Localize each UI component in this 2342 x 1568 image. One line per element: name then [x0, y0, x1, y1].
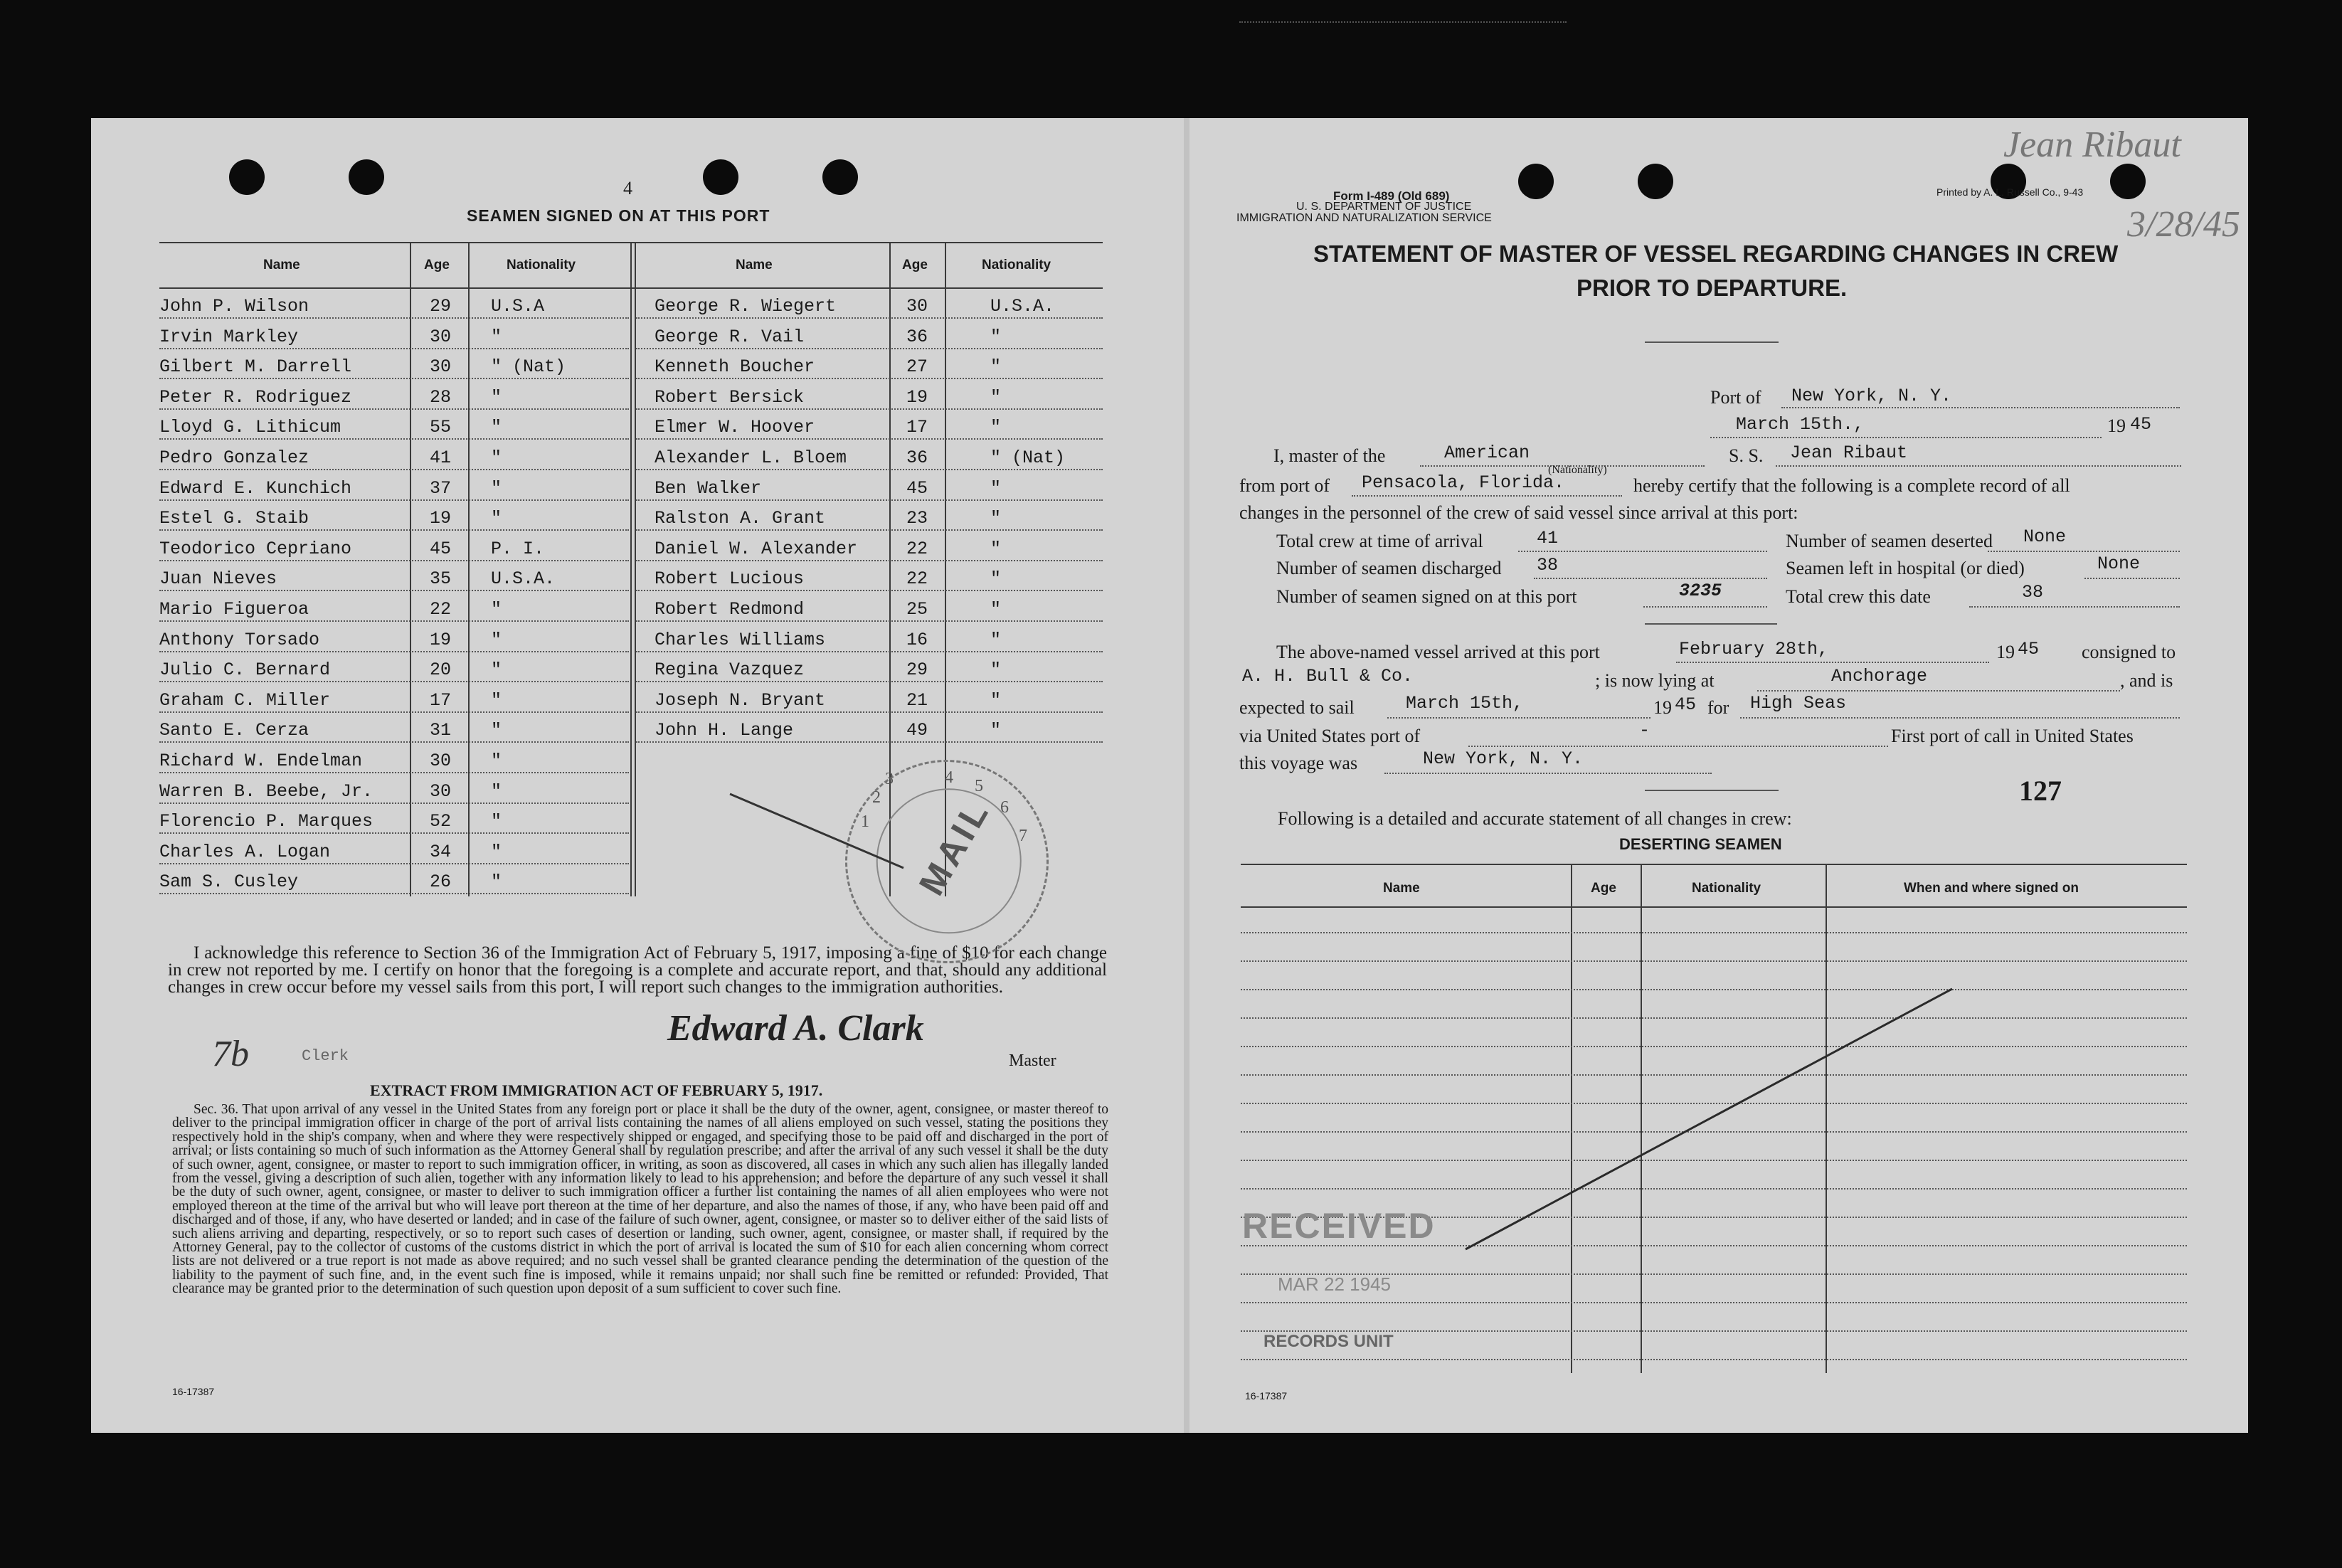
- crew-age: 30: [430, 326, 452, 347]
- crew-age: 29: [430, 296, 452, 317]
- crew-nationality: " (Nat): [990, 447, 1066, 468]
- total-crew-arrival-label: Total crew at time of arrival: [1276, 531, 1483, 551]
- crew-nationality: ": [491, 872, 502, 893]
- deserting-col-nationality: Nationality: [1692, 881, 1761, 896]
- crew-age: 31: [430, 720, 452, 741]
- crew-nationality: ": [491, 477, 502, 499]
- from-port-label: from port of: [1239, 475, 1330, 496]
- punch-hole: [349, 159, 384, 195]
- crew-name: Juan Nieves: [159, 568, 277, 590]
- crew-name: Lloyd G. Lithicum: [159, 417, 341, 438]
- deserted-value: None: [2023, 526, 2067, 547]
- row-line: [159, 772, 629, 773]
- crew-nationality: ": [990, 538, 1002, 559]
- crew-name: Santo E. Cerza: [159, 720, 309, 741]
- punch-hole: [1638, 164, 1673, 199]
- crew-nationality: ": [990, 568, 1002, 590]
- crew-nationality: ": [491, 508, 502, 529]
- row-line: [636, 469, 1103, 470]
- sail-value: March 15th,: [1406, 693, 1524, 714]
- col-header-name: Name: [263, 258, 300, 272]
- department: U. S. DEPARTMENT OF JUSTICE: [1296, 201, 1472, 213]
- and-is-label: , and is: [2120, 670, 2173, 691]
- lying-label: ; is now lying at: [1595, 670, 1715, 691]
- stamp-digit: 7: [1019, 827, 1027, 845]
- stamp-digit: 3: [885, 770, 894, 788]
- row-line: [636, 317, 1103, 319]
- crew-age: 52: [430, 811, 452, 832]
- page-spine: [1184, 118, 1189, 1433]
- crew-age: 19: [906, 386, 928, 408]
- crew-age: 19: [430, 508, 452, 529]
- crew-age: 34: [430, 841, 452, 862]
- crew-nationality: ": [990, 599, 1002, 620]
- row-line: [159, 348, 629, 349]
- following-text: Following is a detailed and accurate statement of all changes in crew:: [1278, 808, 1792, 829]
- consignee-value: A. H. Bull & Co.: [1242, 666, 1414, 687]
- crew-age: 36: [906, 326, 928, 347]
- hospital-value: None: [2097, 553, 2141, 574]
- crew-name: George R. Wiegert: [655, 296, 837, 317]
- crew-age: 28: [430, 386, 452, 408]
- row-line: [159, 893, 629, 894]
- crew-name: George R. Vail: [655, 326, 805, 347]
- certify-text-2: changes in the personnel of the crew of said vessel since arrival at this port:: [1239, 502, 1798, 523]
- clerk-initials: 7b: [212, 1034, 249, 1074]
- acknowledgement-text: I acknowledge this reference to Section 36 of the Immigration Act of February 5, 1917, imposing a fine of $10 for each change in crew not reported by me. I certify on honor that the foregoing is a complete and accurate report, and that, should any additional changes in crew occur before my vessel sails from this port, I will report such changes to the immigration authorities.: [168, 943, 1107, 997]
- row-line: [159, 863, 629, 864]
- row-line: [636, 681, 1103, 682]
- handwritten-date: 3/28/45: [2127, 204, 2240, 245]
- master-signature: Edward A. Clark: [667, 1008, 924, 1049]
- crew-age: 22: [906, 538, 928, 559]
- stamp-digit: 1: [861, 812, 869, 831]
- page-title-1: STATEMENT OF MASTER OF VESSEL REGARDING CHANGES IN CREW: [1313, 240, 2119, 267]
- crew-nationality: U.S.A: [491, 296, 545, 317]
- crew-name: Estel G. Staib: [159, 508, 309, 529]
- crew-name: Edward E. Kunchich: [159, 477, 352, 499]
- crew-age: 22: [906, 568, 928, 590]
- punch-hole: [822, 159, 858, 195]
- crew-name: Julio C. Bernard: [159, 659, 331, 681]
- punch-hole: [703, 159, 738, 195]
- total-crew-arrival-value: 41: [1537, 528, 1559, 549]
- row-line: [159, 802, 629, 804]
- page-number-127: 127: [2019, 775, 2062, 807]
- crew-age: 19: [430, 629, 452, 650]
- crew-nationality: U.S.A.: [990, 296, 1055, 317]
- destination-value: High Seas: [1750, 693, 1847, 714]
- port-label: Port of: [1710, 387, 1761, 408]
- crew-nationality: ": [491, 659, 502, 681]
- crew-name: Joseph N. Bryant: [655, 689, 826, 711]
- crew-age: 17: [430, 689, 452, 711]
- row-line: [159, 378, 629, 379]
- arrived-year-prefix: 19: [1996, 642, 2015, 662]
- crew-age: 16: [906, 629, 928, 650]
- crew-age: 35: [430, 568, 452, 590]
- row-line: [636, 438, 1103, 440]
- extract-text: Sec. 36. That upon arrival of any vessel in the United States from any foreign port or place it shall be the duty of the owner, agent, consignee, or master thereof to deliver to the principal immigration officer in charge of the port of arrival lists containing the names of all aliens employed on such vessel, stating the positions they respectively hold in the ship's company, when and where they were respectively shipped or engaged, and specifying those to be paid off and discharged in the port of arrival; or lists containing so much of such information as the Attorney General shall by regulation prescribe; and after the arrival of any such vessel it shall be the duty of such owner, agent, consignee, or master to report to such immigration officer, in writing, as soon as discovered, all cases in which any such alien has illegally landed from the vessel, giving a description of such alien, together with any information likely to lead to his apprehension; and before the departure of any such vessel it shall be the duty of such owner, agent, consignee, or master to deliver to such immigration officer a further list containing the names of all alien employees who were not employed thereon at the time of the arrival but who will leave port thereon at the time of her departure, and also the names of those, if any, who have been paid off and discharged and of those, if any, who have deserted or landed; and in case of the failure of such owner, agent, consignee, or master so to deliver either of the said lists of such aliens arriving and departing, respectively, or so to report such cases of desertion or landing, such owner, agent, consignee, or master shall, if required by the Attorney General, pay to the collector of customs of the customs district in which the port of arrival is located the sum of $10 for each alien concerning whom correct lists are not delivered or a true report is not made as above required; and no such vessel shall be granted clearance pending the determination of the question of the liability to the payment of such fine, and, in the event such fine is imposed, while it remains unpaid; nor shall such fine be remitted or refunded: Provided, That clearance may be granted prior to the determination of such question upon deposit of a sum sufficient to cover such fine.: [172, 1102, 1108, 1297]
- punch-hole: [229, 159, 265, 195]
- crew-age: 23: [906, 508, 928, 529]
- deserting-col-age: Age: [1591, 881, 1616, 896]
- crew-age: 27: [906, 356, 928, 378]
- signed-on-label: Number of seamen signed on at this port: [1276, 586, 1577, 607]
- handwritten-vessel-name: Jean Ribaut: [2003, 125, 2181, 165]
- punch-hole: [2110, 164, 2146, 199]
- crew-name: Teodorico Cepriano: [159, 538, 352, 559]
- row-line: [636, 741, 1103, 743]
- from-port-value: Pensacola, Florida.: [1362, 472, 1565, 493]
- crew-age: 36: [906, 447, 928, 468]
- crew-name: Anthony Torsado: [159, 629, 320, 650]
- crew-nationality: " (Nat): [491, 356, 566, 378]
- crew-age: 20: [430, 659, 452, 681]
- crew-name: John P. Wilson: [159, 296, 309, 317]
- crew-age: 45: [430, 538, 452, 559]
- crew-nationality: P. I.: [491, 538, 545, 559]
- crew-nationality: ": [990, 326, 1002, 347]
- row-line: [636, 651, 1103, 652]
- row-line: [159, 832, 629, 834]
- form-number: Form I-489 (Old 689): [1333, 189, 1450, 203]
- left-strike-line: [726, 790, 911, 875]
- printed-by: Printed by A. L. Russell Co., 9-43: [1936, 186, 2084, 198]
- col-header-nationality: Nationality: [982, 258, 1051, 272]
- table-title: SEAMEN SIGNED ON AT THIS PORT: [467, 206, 770, 225]
- row-line: [159, 408, 629, 410]
- crew-nationality: ": [491, 326, 502, 347]
- crew-name: Irvin Markley: [159, 326, 299, 347]
- deserted-label: Number of seamen deserted: [1786, 531, 1993, 551]
- crew-name: Peter R. Rodriguez: [159, 386, 352, 408]
- left-page-number: 4: [623, 178, 632, 198]
- arrived-value: February 28th,: [1679, 639, 1829, 659]
- row-line: [159, 469, 629, 470]
- crew-name: Daniel W. Alexander: [655, 538, 858, 559]
- col-header-name: Name: [736, 258, 773, 272]
- stamp-text: MAIL: [911, 792, 998, 902]
- row-line: [159, 317, 629, 319]
- crew-age: 22: [430, 599, 452, 620]
- stamp-digit: 5: [975, 777, 983, 795]
- row-line: [159, 438, 629, 440]
- crew-nationality: ": [491, 841, 502, 862]
- crew-age: 25: [906, 599, 928, 620]
- deserting-row-line: [1241, 932, 2187, 933]
- crew-nationality: ": [990, 689, 1002, 711]
- first-port-label: First port of call in United States: [1891, 726, 2134, 746]
- stamp-digit: 6: [1000, 798, 1009, 817]
- row-line: [636, 590, 1103, 591]
- hospital-label: Seamen left in hospital (or died): [1786, 558, 2025, 578]
- row-line: [636, 348, 1103, 349]
- right-strike-line: [1458, 982, 1971, 1259]
- crew-name: Robert Bersick: [655, 386, 805, 408]
- row-line: [159, 651, 629, 652]
- arrived-year: 45: [2018, 639, 2040, 659]
- crew-age: 45: [906, 477, 928, 499]
- col-header-nationality: Nationality: [507, 258, 576, 272]
- page-title-2: PRIOR TO DEPARTURE.: [1577, 275, 1848, 301]
- crew-name: Richard W. Endelman: [159, 751, 363, 771]
- row-line: [636, 408, 1103, 410]
- total-crew-date-value: 38: [2022, 582, 2044, 603]
- crew-name: Regina Vazquez: [655, 659, 805, 681]
- crew-nationality: ": [990, 508, 1002, 529]
- crew-nationality: U.S.A.: [491, 568, 556, 590]
- crew-nationality: ": [491, 689, 502, 711]
- nationality-value: American: [1444, 443, 1530, 463]
- crew-nationality: ": [990, 417, 1002, 438]
- crew-nationality: ": [990, 720, 1002, 741]
- crew-nationality: ": [491, 417, 502, 438]
- year-value: 45: [2130, 414, 2152, 435]
- extract-title: EXTRACT FROM IMMIGRATION ACT OF FEBRUARY 5, 1917.: [370, 1081, 823, 1099]
- row-line: [159, 741, 629, 743]
- left-form-code: 16-17387: [172, 1386, 215, 1397]
- via-value: -: [1639, 720, 1650, 741]
- row-line: [636, 529, 1103, 531]
- crew-nationality: ": [491, 811, 502, 832]
- col-header-age: Age: [424, 258, 450, 272]
- crew-age: 26: [430, 872, 452, 893]
- row-line: [159, 529, 629, 531]
- this-voyage-label: this voyage was: [1239, 753, 1358, 773]
- stamp-digit: 4: [945, 768, 953, 787]
- crew-name: Gilbert M. Darrell: [159, 356, 352, 378]
- sail-year: 45: [1675, 694, 1697, 715]
- crew-age: 49: [906, 720, 928, 741]
- crew-name: John H. Lange: [655, 720, 794, 741]
- crew-age: 21: [906, 689, 928, 711]
- crew-name: Kenneth Boucher: [655, 356, 815, 378]
- crew-nationality: ": [491, 599, 502, 620]
- crew-age: 30: [430, 751, 452, 771]
- first-port-value: New York, N. Y.: [1423, 748, 1584, 769]
- clerk-label: Clerk: [302, 1047, 349, 1065]
- deserting-row-line: [1241, 1359, 2187, 1360]
- crew-name: Sam S. Cusley: [159, 872, 299, 893]
- master-of-label: I, master of the: [1273, 445, 1386, 466]
- arrived-label: The above-named vessel arrived at this port: [1276, 642, 1600, 662]
- row-line: [159, 681, 629, 682]
- row-line: [636, 378, 1103, 379]
- crew-nationality: ": [491, 629, 502, 650]
- row-line: [159, 620, 629, 622]
- row-line: [636, 711, 1103, 713]
- stamp-digit: 2: [872, 788, 881, 807]
- discharged-value: 38: [1537, 555, 1559, 576]
- crew-age: 17: [906, 417, 928, 438]
- crew-age: 37: [430, 477, 452, 499]
- crew-name: Alexander L. Bloem: [655, 447, 847, 468]
- records-unit-stamp: RECORDS UNIT: [1263, 1332, 1394, 1351]
- date-value: March 15th.,: [1736, 414, 1865, 435]
- master-label: Master: [1009, 1051, 1056, 1070]
- crew-name: Charles Williams: [655, 629, 826, 650]
- crew-name: Graham C. Miller: [159, 689, 331, 711]
- crew-age: 30: [430, 356, 452, 378]
- total-crew-date-label: Total crew this date: [1786, 586, 1931, 607]
- crew-name: Florencio P. Marques: [159, 811, 373, 832]
- crew-nationality: ": [990, 659, 1002, 681]
- row-line: [159, 560, 629, 561]
- via-label: via United States port of: [1239, 726, 1421, 746]
- crew-name: Ralston A. Grant: [655, 508, 826, 529]
- for-label: for: [1707, 697, 1729, 718]
- crew-nationality: ": [491, 751, 502, 771]
- deserting-row-line: [1241, 1302, 2187, 1303]
- crew-name: Ben Walker: [655, 477, 762, 499]
- ss-label: S. S.: [1729, 445, 1764, 466]
- crew-nationality: ": [491, 386, 502, 408]
- crew-name: Elmer W. Hoover: [655, 417, 815, 438]
- year-prefix: 19: [2107, 415, 2126, 436]
- row-line: [159, 499, 629, 501]
- crew-name: Mario Figueroa: [159, 599, 309, 620]
- nationality-caption: (Nationality): [1548, 464, 1607, 476]
- ship-value: Jean Ribaut: [1790, 443, 1908, 463]
- row-line: [159, 590, 629, 591]
- row-line: [636, 499, 1103, 501]
- col-header-age: Age: [902, 258, 928, 272]
- right-form-code: 16-17387: [1245, 1390, 1288, 1402]
- consigned-label: consigned to: [2082, 642, 2176, 662]
- crew-age: 29: [906, 659, 928, 681]
- discharged-label: Number of seamen discharged: [1276, 558, 1502, 578]
- deserting-title: DESERTING SEAMEN: [1619, 835, 1782, 853]
- row-line: [636, 620, 1103, 622]
- deserting-col-name: Name: [1383, 881, 1420, 896]
- deserting-row-line: [1241, 960, 2187, 962]
- crew-age: 30: [906, 296, 928, 317]
- crew-name: Robert Redmond: [655, 599, 805, 620]
- punch-hole: [1518, 164, 1554, 199]
- crew-nationality: ": [491, 447, 502, 468]
- crew-nationality: ": [990, 629, 1002, 650]
- port-value: New York, N. Y.: [1791, 386, 1952, 406]
- crew-age: 41: [430, 447, 452, 468]
- deserting-col-signed-on: When and where signed on: [1904, 881, 2079, 896]
- sail-year-prefix: 19: [1653, 697, 1672, 718]
- crew-nationality: ": [491, 780, 502, 802]
- expected-label: expected to sail: [1239, 697, 1355, 718]
- crew-age: 55: [430, 417, 452, 438]
- crew-name: Robert Lucious: [655, 568, 805, 590]
- crew-nationality: ": [990, 386, 1002, 408]
- crew-name: Pedro Gonzalez: [159, 447, 309, 468]
- crew-name: Charles A. Logan: [159, 841, 331, 862]
- service: IMMIGRATION AND NATURALIZATION SERVICE: [1236, 212, 1492, 224]
- crew-name: Warren B. Beebe, Jr.: [159, 780, 373, 802]
- crew-nationality: ": [990, 477, 1002, 499]
- crew-age: 30: [430, 780, 452, 802]
- crew-nationality: ": [990, 356, 1002, 378]
- signed-on-value: 3235: [1679, 581, 1722, 601]
- row-line: [636, 560, 1103, 561]
- lying-value: Anchorage: [1831, 666, 1928, 687]
- row-line: [159, 711, 629, 713]
- crew-nationality: ": [491, 720, 502, 741]
- received-date: MAR 22 1945: [1278, 1273, 1391, 1295]
- received-stamp: RECEIVED: [1242, 1206, 1436, 1246]
- certify-text: hereby certify that the following is a complete record of all: [1633, 475, 2070, 496]
